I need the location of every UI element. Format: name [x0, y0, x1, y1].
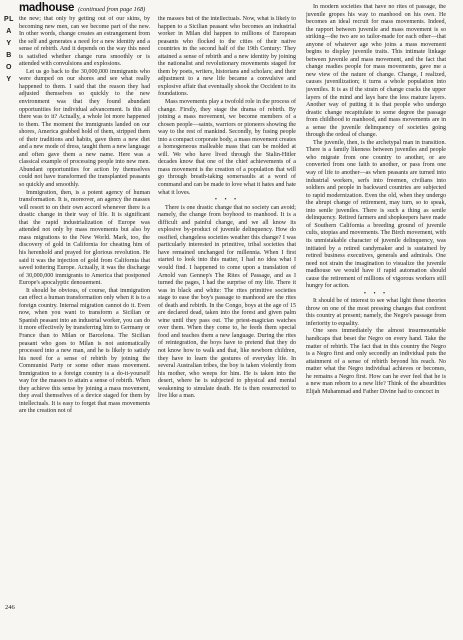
paragraph: In modern societies that have no rites of passage, the juvenile gropes his way to manhood on his own. He becomes an ideal recruit for mass movements. Indeed, the rapport between juvenile and mass movement is so striking—the two are so tailor-made for each other—that anyone of whatever age who joins a mass movement begins to display juvenile traits. This intimate linkage between juvenile and mass movement, and the fact that change readies people for mass movements, gave me a new view of the nature of change. Change, I realized, causes juvenilization; it turns a whole population into juveniles. It is as if the strain of change cracks the upper layers of the mind and lays bare the less mature layers. Another way of putting it is that people who undergo drastic change recapitulate to some degree the passage from childhood to manhood, and mass movements are in a sense the juvenile delinquency of societies going through the ordeal of change.: [306, 4, 446, 139]
page-number: 246: [5, 604, 15, 611]
text-column-1: [19, 16, 150, 634]
magazine-side-label: PLAYBOY: [4, 16, 14, 83]
section-separator: • • •: [214, 197, 240, 204]
paragraph: Let us go back to the 30,000,000 immigrants who were dumped on our shores and see what really happened to them. I said that the reason they had adjusted themselves so quickly to the new environment was that they found abundant opportunities for individual advancement. Is this all there was to it? Actually, a whole lot more happened to them. The moment the immigrants landed on our shores, America grabbed hold of them, stripped them of their traditions and habits, gave them a new diet and a new mode of dress, taught them a new language and often gave them a new name. Here was a classical example of processing people into new men. Abundant opportunities for action by themselves could not have transformed the transplanted peasants so quickly and smoothly.: [19, 68, 150, 189]
paragraph: It should be of interest to see what light these theories throw on one of the most pressing changes that confront this country at present; namely, the Negro's passage from inferiority to equality.: [306, 298, 446, 327]
paragraph: the masses but of the intellectuals. Now, what is likely to happen to a Sicilian peasant who becomes an industrial worker in Milan did happen to millions of European peasants who flocked to the cities of their native countries in the second half of the 19th Century: They attained a sense of rebirth and a new identity by joining the nationalist and revolutionary movements staged for them by poets, writers, historians and scholars; and their adjustment to a new life became a convulsive and explosive affair that eventually shook the Occident to its foundations.: [158, 16, 296, 98]
madhouse-logo: madhouse: [19, 2, 75, 14]
article-header: [19, 2, 299, 16]
continued-note: (continued from page 168): [78, 6, 146, 13]
paragraph: It should be obvious, of course, that immigration can effect a human transformation only when it is to a foreign country. Internal migration cannot do it. Even now, when you want to transform a Sicilian or Spanish peasant into an industrial worker, you can do it more effectively by transferring him to Germany or France than to Milan or Barcelona. The Sicilian peasant who goes to Milan is not automatically processed into a new man, and he is likely to satisfy his need for a sense of rebirth by joining the Communist Party or some other mass movement. Immigration to a foreign country is a do-it-yourself way for the masses to attain a sense of rebirth. When they achieve this sense by joining a mass movement, they avail themselves of a device staged for them by intellectuals. It is easy to forget that mass movements are the creation not of: [19, 287, 150, 415]
text-column-2: [158, 16, 296, 634]
paragraph: Immigration, then, is a potent agency of human transformation. It is, moreover, an agency the masses will resort to on their own accord whenever there is a drastic change in their way of life. It is significant that the rapid industrialization of Europe was attended not only by mass movements but also by mass migrations to the New World. Mark, too, the discovery of gold in California for cheating him of his herenhold and prayed for glorious revolution. He said it was the injection of gold from California that saved tottering Europe. Actually, it was the discharge of 30,000,000 immigrants to America that postponed Europe's apocalyptic denouement.: [19, 189, 150, 287]
paragraph: The juvenile, then, is the archetypal man in transition. There is a family likeness between juveniles and people who migrate from one country to another, or are converted from one faith to another, or pass from one way of life to another—as when peasants are turned into industrial workers, serfs into freemen, civilians into soldiers and people in backward countries are subjected to rapid modernization. Even the old, when they undergo the abrupt change of retirement, may turn, so to speak, into senile juveniles. There is such a thing as senile delinquency. Retired farmers and shopkeepers have made of Southern California a breeding ground of juvenile cults, utopias and movements. The Birch movement, with its unmistakable character of juvenile delinquency, was initiated by a retired candymaker and is sustained by retired business executives, generals and admirals. One need not strain the imagination to visualize the juvenile madhouse we would have if rapid automation should cause the retirement of millions of vigorous workers still hungry for action.: [306, 139, 446, 290]
section-separator: • • •: [363, 290, 389, 297]
paragraph: the new; that only by getting out of our skins, by becoming new men, can we become part of the new. In other words, change creates an estrangement from the self and generates a need for a new identity and a sense of rebirth. And it depends on the way this need is satisfied whether change runs smoothly or is attended with convulsions and explosions.: [19, 16, 150, 68]
paragraph: Mass movements play a twofold role in the process of change. Firstly, they stage the drama of rebirth. By joining a mass movement, we become members of a chosen people—saints, warriors or pioneers showing the way to the rest of mankind. Secondly, by fusing people into a compact corporate body, a mass movement creates a homogeneous malleable mass that can be molded at will. We who have lived through the Stalin-Hitler decades know that one of the chief achievements of a mass movement is the creation of a population that will go through breath-taking somersaults at a word of command and can be made to love what it hates and hate what it loves.: [158, 99, 296, 196]
text-column-3: [306, 4, 446, 634]
paragraph: There is one drastic change that no society can avoid; namely, the change from boyhood to manhood. It is a difficult and painful change, and we all know its explosive by-product of juvenile delinquency. How do ossified, changeless societies weather this change? I was particularly interested in primitive, tribal societies that have remained unchanged for millennia. When I first started to look into this matter, I had no idea what I would find. I happened to come upon a translation of Arnold van Gennep's The Rites of Passage, and as I turned the pages, I had the surprise of my life. There it was in black and white: The rites primitive societies stage to ease the boy's passage to manhood are the rites of death and rebirth. In the Congo, boys at the age of 15 are declared dead, taken into the forest and given palm wine until they pass out. The priest-magician watches over them. When they come to, he feeds them special food and teaches them a new language. During the rites of reintegration, the boys have to pretend that they do not know how to walk and that, like newborn children, they have to learn the gestures of everyday life. In several Australian tribes, the boy is taken violently from his mother, who weeps for him. He is taken into the desert, where he is subjected to physical and mental weakening to simulate death. He is then resurrected to live like a man.: [158, 204, 296, 400]
paragraph: One sees immediately the almost insurmountable handicaps that beset the Negro on every hand. Take the matter of rebirth. The fact that in this country the Negro is a Negro first and only secondly an individual puts the attainment of a sense of rebirth beyond his reach. No matter what the Negro individual achieves or becomes, he remains a Negro first. How can he ever feel that he is a new man reborn to a new life? Think of the absurdities Elijah Muhammad and Father Divine had to concoct in: [306, 328, 446, 395]
